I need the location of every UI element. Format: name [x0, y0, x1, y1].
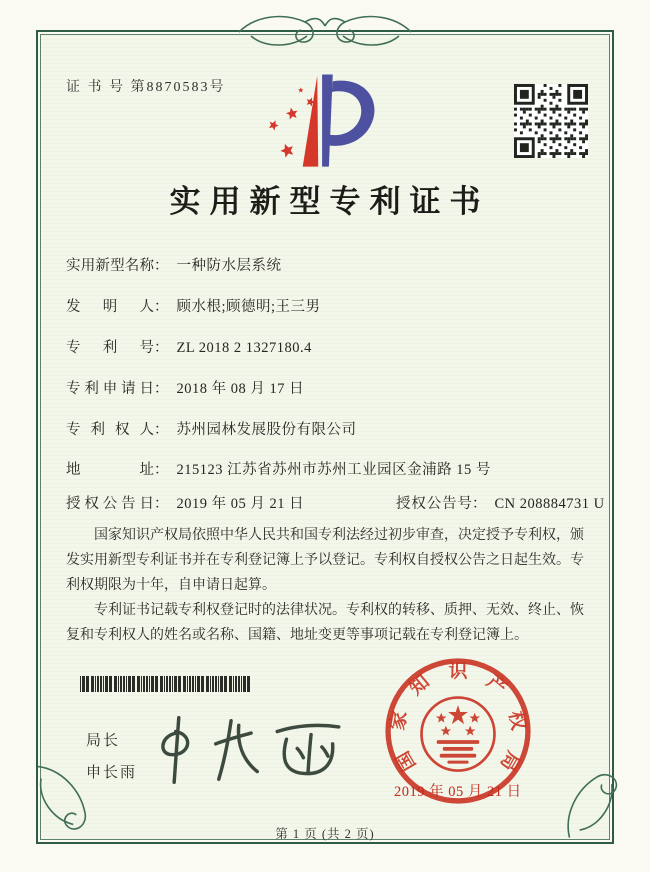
signature-handwriting [148, 706, 348, 794]
field-label: 专利权人 [66, 422, 154, 438]
field-colon: ： [154, 462, 169, 478]
field-patentee [66, 418, 357, 439]
officer-block [86, 726, 137, 789]
field-label: 专利号 [66, 340, 154, 356]
field-value: 一种防水层系统 [176, 258, 282, 274]
field-label: 专利申请日 [66, 381, 154, 397]
field-colon: ： [154, 340, 169, 356]
field-value: CN 208884731 U [494, 496, 605, 512]
barcode [80, 676, 252, 692]
field-label: 发明人 [66, 299, 154, 315]
field-colon: ： [154, 258, 169, 274]
svg-text:家: 家 [387, 709, 412, 732]
national-emblem-icon [436, 705, 480, 764]
field-colon: ： [154, 381, 169, 397]
field-colon: ： [154, 422, 169, 438]
field-address [66, 458, 491, 479]
svg-text:局: 局 [495, 747, 524, 775]
field-application-date [66, 377, 304, 398]
seal-date: 2019 年 05 月 21 日 [394, 784, 522, 800]
field-patent-number [66, 336, 312, 357]
legal-paragraph-2: 专利证书记载专利权登记时的法律状况。专利权的转移、质押、无效、终止、恢复和专利权人的姓名或名称、国籍、地址变更等事项记载在专利登记簿上。 [66, 602, 584, 643]
svg-text:识: 识 [448, 661, 468, 683]
field-value: 顾水根;顾德明;王三男 [176, 299, 321, 315]
svg-text:权: 权 [504, 709, 529, 732]
field-colon: ： [154, 496, 169, 512]
cnipa-patent-logo [262, 68, 388, 176]
field-colon: ： [472, 496, 487, 512]
field-label: 实用新型名称 [66, 258, 154, 274]
field-utility-model-name [66, 254, 282, 275]
officer-name: 申长雨 [86, 764, 138, 781]
svg-text:知: 知 [405, 671, 434, 700]
page-number: 第 1 页 (共 2 页) [275, 827, 375, 841]
field-grant-announcement [66, 492, 605, 513]
legal-body-text [66, 524, 584, 649]
officer-title: 局长 [86, 733, 121, 749]
field-value: 2019 年 05 月 21 日 [176, 496, 305, 512]
field-grant-number [396, 492, 605, 513]
svg-text:产: 产 [482, 671, 511, 700]
certificate-title: 实用新型专利证书 [169, 184, 490, 219]
field-value: 215123 江苏省苏州市苏州工业园区金浦路 15 号 [176, 462, 491, 478]
field-value: ZL 2018 2 1327180.4 [176, 340, 312, 356]
field-value: 苏州园林发展股份有限公司 [176, 422, 357, 438]
qr-code [514, 84, 588, 158]
field-label: 授权公告号 [396, 496, 472, 512]
certificate-number: 证 书 号 第8870583号 [66, 80, 226, 95]
field-label: 地址 [66, 462, 154, 478]
legal-paragraph-1: 国家知识产权局依照中华人民共和国专利法经过初步审查，决定授予专利权，颁发实用新型专利证书并在专利登记簿上予以登记。专利权自授权公告之日起生效。专利权期限为十年，自申请日起算。 [66, 528, 584, 593]
field-colon: ： [154, 299, 169, 315]
svg-text:国: 国 [392, 747, 421, 775]
field-label: 授权公告日 [66, 496, 154, 512]
field-value: 2018 年 08 月 17 日 [176, 381, 305, 397]
field-inventors [66, 295, 321, 316]
